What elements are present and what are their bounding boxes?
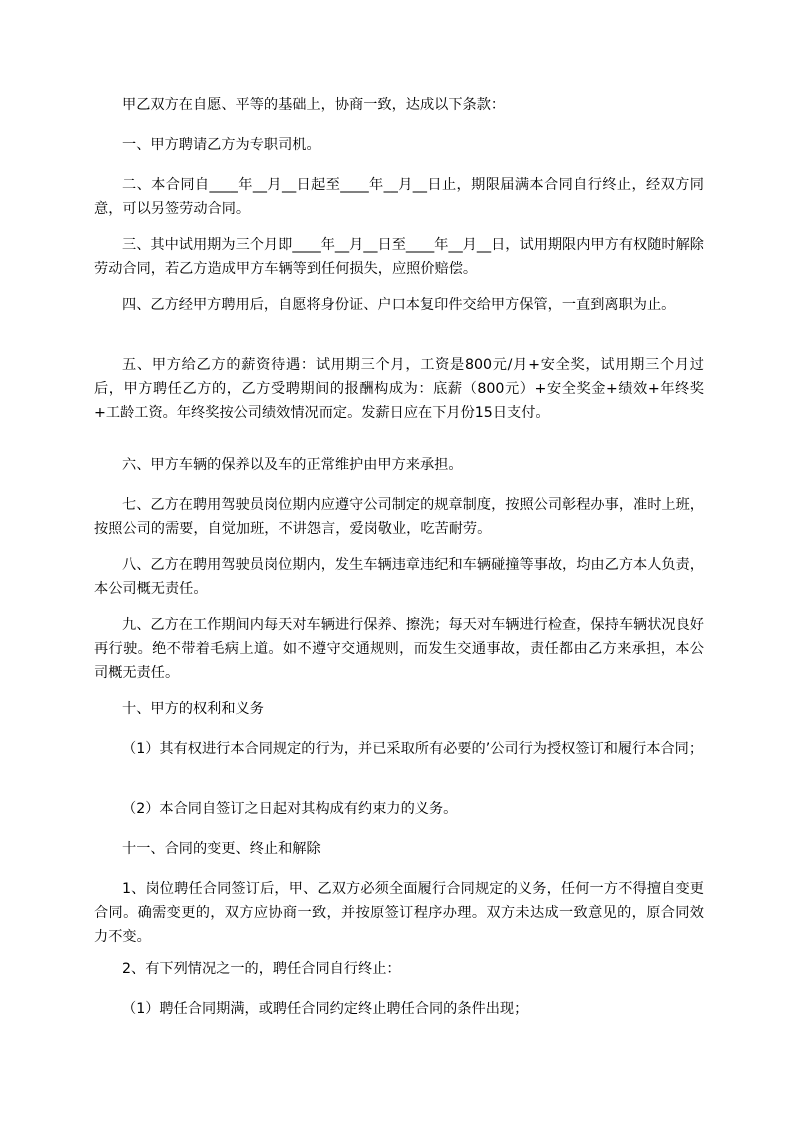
clause-6: 六、甲方车辆的保养以及车的正常维护由甲方来承担。	[122, 457, 463, 473]
clause-8: 八、乙方在聘用驾驶员岗位期内，发生车辆违章违纪和车辆碰撞等事故，均由乙方本人负责，本公司概无责任。	[94, 557, 704, 597]
clause-11-item-2: 2、有下列情况之一的，聘任合同自行终止：	[122, 961, 401, 977]
clause-11-item-1: 1、岗位聘任合同签订后，甲、乙双方必须全面履行合同规定的义务，任何一方不得擅自变更合同。确需变更的，双方应协商一致，并按原签订程序办理。双方未达成一致意见的，原合同效力不变。	[94, 881, 704, 945]
clause-10-item-1: （1）其有权进行本合同规定的行为，并已采取所有必要的’公司行为授权签订和履行本合同；	[122, 741, 704, 757]
clause-7: 七、乙方在聘用驾驶员岗位期内应遵守公司制定的规章制度，按照公司彰程办事，准时上班，按照公司的需要，自觉加班，不讲怨言，爱岗敬业，吃苦耐劳。	[94, 497, 704, 537]
clause-5: 五、甲方给乙方的薪资待遇：试用期三个月，工资是800元/月+安全奖，试用期三个月过后，甲方聘任乙方的，乙方受聘期间的报酬构成为：底薪（800元）+安全奖金+绩效+年终奖+工龄工资。年终奖按公司绩效情况而定。发薪日应在下月份15日支付。	[94, 357, 704, 421]
clause-11-heading: 十一、合同的变更、终止和解除	[122, 841, 321, 857]
clause-10-heading: 十、甲方的权利和义务	[122, 701, 264, 717]
clause-3: 三、其中试用期为三个月即____年__月__日至____年__月__日，试用期限内甲方有权随时解除劳动合同，若乙方造成甲方车辆等到任何损失，应照价赔偿。	[94, 237, 704, 277]
clause-4: 四、乙方经甲方聘用后，自愿将身份证、户口本复印件交给甲方保管，一直到离职为止。	[122, 297, 676, 313]
clause-9: 九、乙方在工作期间内每天对车辆进行保养、擦洗；每天对车辆进行检查，保持车辆状况良好再行驶。绝不带着毛病上道。如不遵守交通规则，而发生交通事故，责任都由乙方来承担，本公司概无责任。	[94, 617, 704, 681]
clause-10-item-2: （2）本合同自签订之日起对其构成有约束力的义务。	[122, 801, 458, 817]
clause-1: 一、甲方聘请乙方为专职司机。	[122, 137, 321, 153]
clause-11-item-2-sub-1: （1）聘任合同期满，或聘任合同约定终止聘任合同的条件出现；	[122, 1001, 529, 1017]
clause-2: 二、本合同自____年__月__日起至____年__月__日止，期限届满本合同自行终止，经双方同意，可以另签劳动合同。	[94, 177, 704, 217]
preamble-paragraph: 甲乙双方在自愿、平等的基础上，协商一致，达成以下条款：	[122, 97, 506, 113]
